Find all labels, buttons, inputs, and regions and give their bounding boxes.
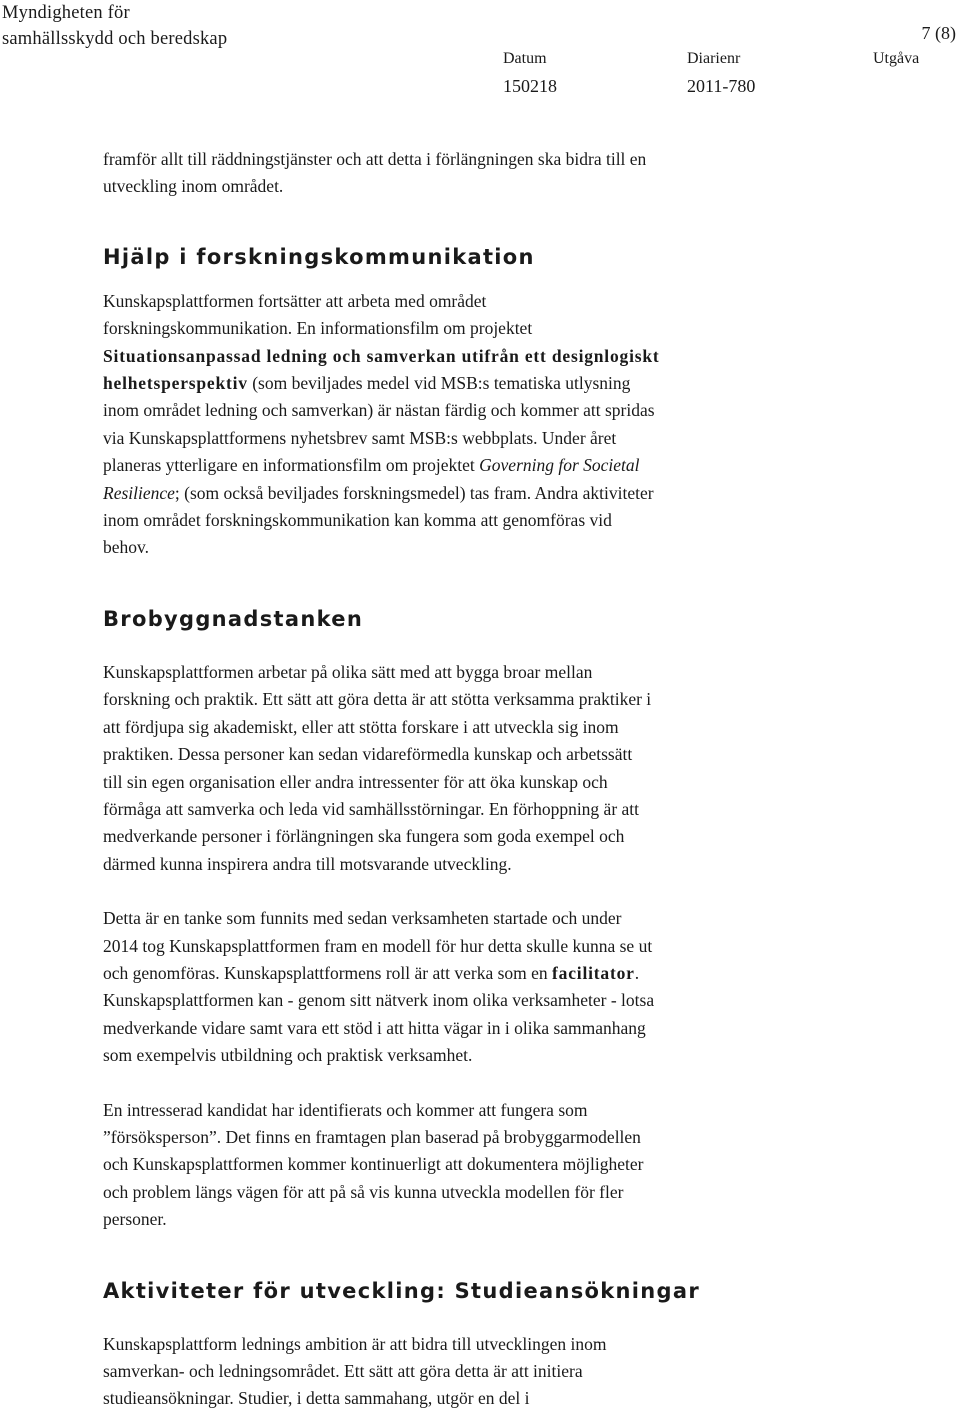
header-utgava: [873, 50, 919, 68]
header-diarienr: [687, 50, 755, 98]
utgava-label: Utgåva: [873, 50, 920, 67]
diarienr-label: Diarienr: [687, 50, 741, 67]
document-body: [103, 146, 803, 1413]
paragraph-forskningskommunikation: Kunskapsplattformen fortsätter att arbeta med området forskningskommunikation. En informationsfilm om projektet Situationsanpassad ledning och samverkan utifrån ett designlogiskt helhetsperspektiv (som beviljades medel vid MSB:s tematiska utlysning inom området ledning och samverkan) är nästan färdig och kommer att spridas via Kunskapsplattformens nyhetsbrev samt MSB:s webbplats. Under året planeras ytterligare en informationsfilm om projektet Governing for Societal Resilience; (som också beviljades forskningsmedel) tas fram. Andra aktiviteter inom området forskningskommunikation kan komma att genomföras vid behov.: [103, 290, 660, 558]
section-heading-studieansokningar: Aktiviteter för utveckling: Studieansökningar: [103, 1278, 700, 1303]
project-title-bold: Situationsanpassad ledning och samverkan utifrån ett designlogiskt: [103, 345, 660, 366]
paragraph-brobyggnad-1: Kunskapsplattformen arbetar på olika sätt med att bygga broar mellan forskning och praktik. Ett sätt att göra detta är att stötta verksamma praktiker i att fördjupa sig akademiskt, eller att stötta forskare i att utveckla sig inom praktiken. Dessa personer kan sedan vidareförmedla kunskap och arbetssätt till sin egen organisation eller andra intressenter för att öka kunskap och förmåga att samverka och leda vid samhällsstörningar. En förhoppning är att medverkande personer i förlängningen ska fungera som goda exempel och därmed kunna inspirera andra till motsvarande utveckling.: [103, 661, 652, 874]
project-title-italic: Governing for Societal: [479, 455, 640, 476]
paragraph-brobyggnad-2: Detta är en tanke som funnits med sedan verksamheten startade och under 2014 tog Kunskapsplattformen fram en modell för hur detta skulle kunna se ut och genomföras. Kunskapsplattformens roll är att verka som en facilitator. Kunskapsplattformen kan - genom sitt nätverk inom olika verksamheter - lotsa medverkande vidare samt vara ett stöd i att hitta vägar in i olika sammanhang som exempelvis utbildning och praktisk verksamhet.: [103, 908, 655, 1066]
project-title-italic-cont: Resilience: [103, 482, 175, 503]
datum-label: Datum: [503, 50, 547, 67]
section-heading-forskningskommunikation: Hjälp i forskningskommunikation: [103, 244, 535, 269]
section-heading-brobyggnadstanken: Brobyggnadstanken: [103, 606, 364, 631]
header-datum: [503, 50, 557, 98]
project-title-bold-cont: helhetsperspektiv: [103, 373, 248, 394]
diarienr-value: 2011-780: [687, 76, 756, 96]
intro-paragraph: framför allt till räddningstjänster och att detta i förlängningen ska bidra till en utveckling inom området.: [103, 149, 647, 197]
paragraph-brobyggnad-3: En intresserad kandidat har identifierats och kommer att fungera som ”försöksperson”. Det finns en framtagen plan baserad på brobyggarmodellen och Kunskapsplattformen kommer kontinuerligt att dokumentera möjligheter och problem längs vägen för att på så vis kunna utveckla modellen för fler personer.: [103, 1099, 644, 1230]
page-number: 7 (8): [921, 23, 956, 43]
organization-name-line2: samhällsskydd och beredskap: [2, 29, 228, 49]
datum-value: 150218: [503, 76, 557, 96]
facilitator-bold: facilitator: [552, 962, 635, 983]
organization-name: [2, 0, 227, 52]
organization-name-line1: Myndigheten för: [2, 3, 130, 23]
paragraph-studieansokningar: Kunskapsplattform lednings ambition är att bidra till utvecklingen inom samverkan- och ledningsområdet. Ett sätt att göra detta är att initiera studieansökningar. Studier, i detta sammahang, utgör en del i: [103, 1333, 607, 1409]
